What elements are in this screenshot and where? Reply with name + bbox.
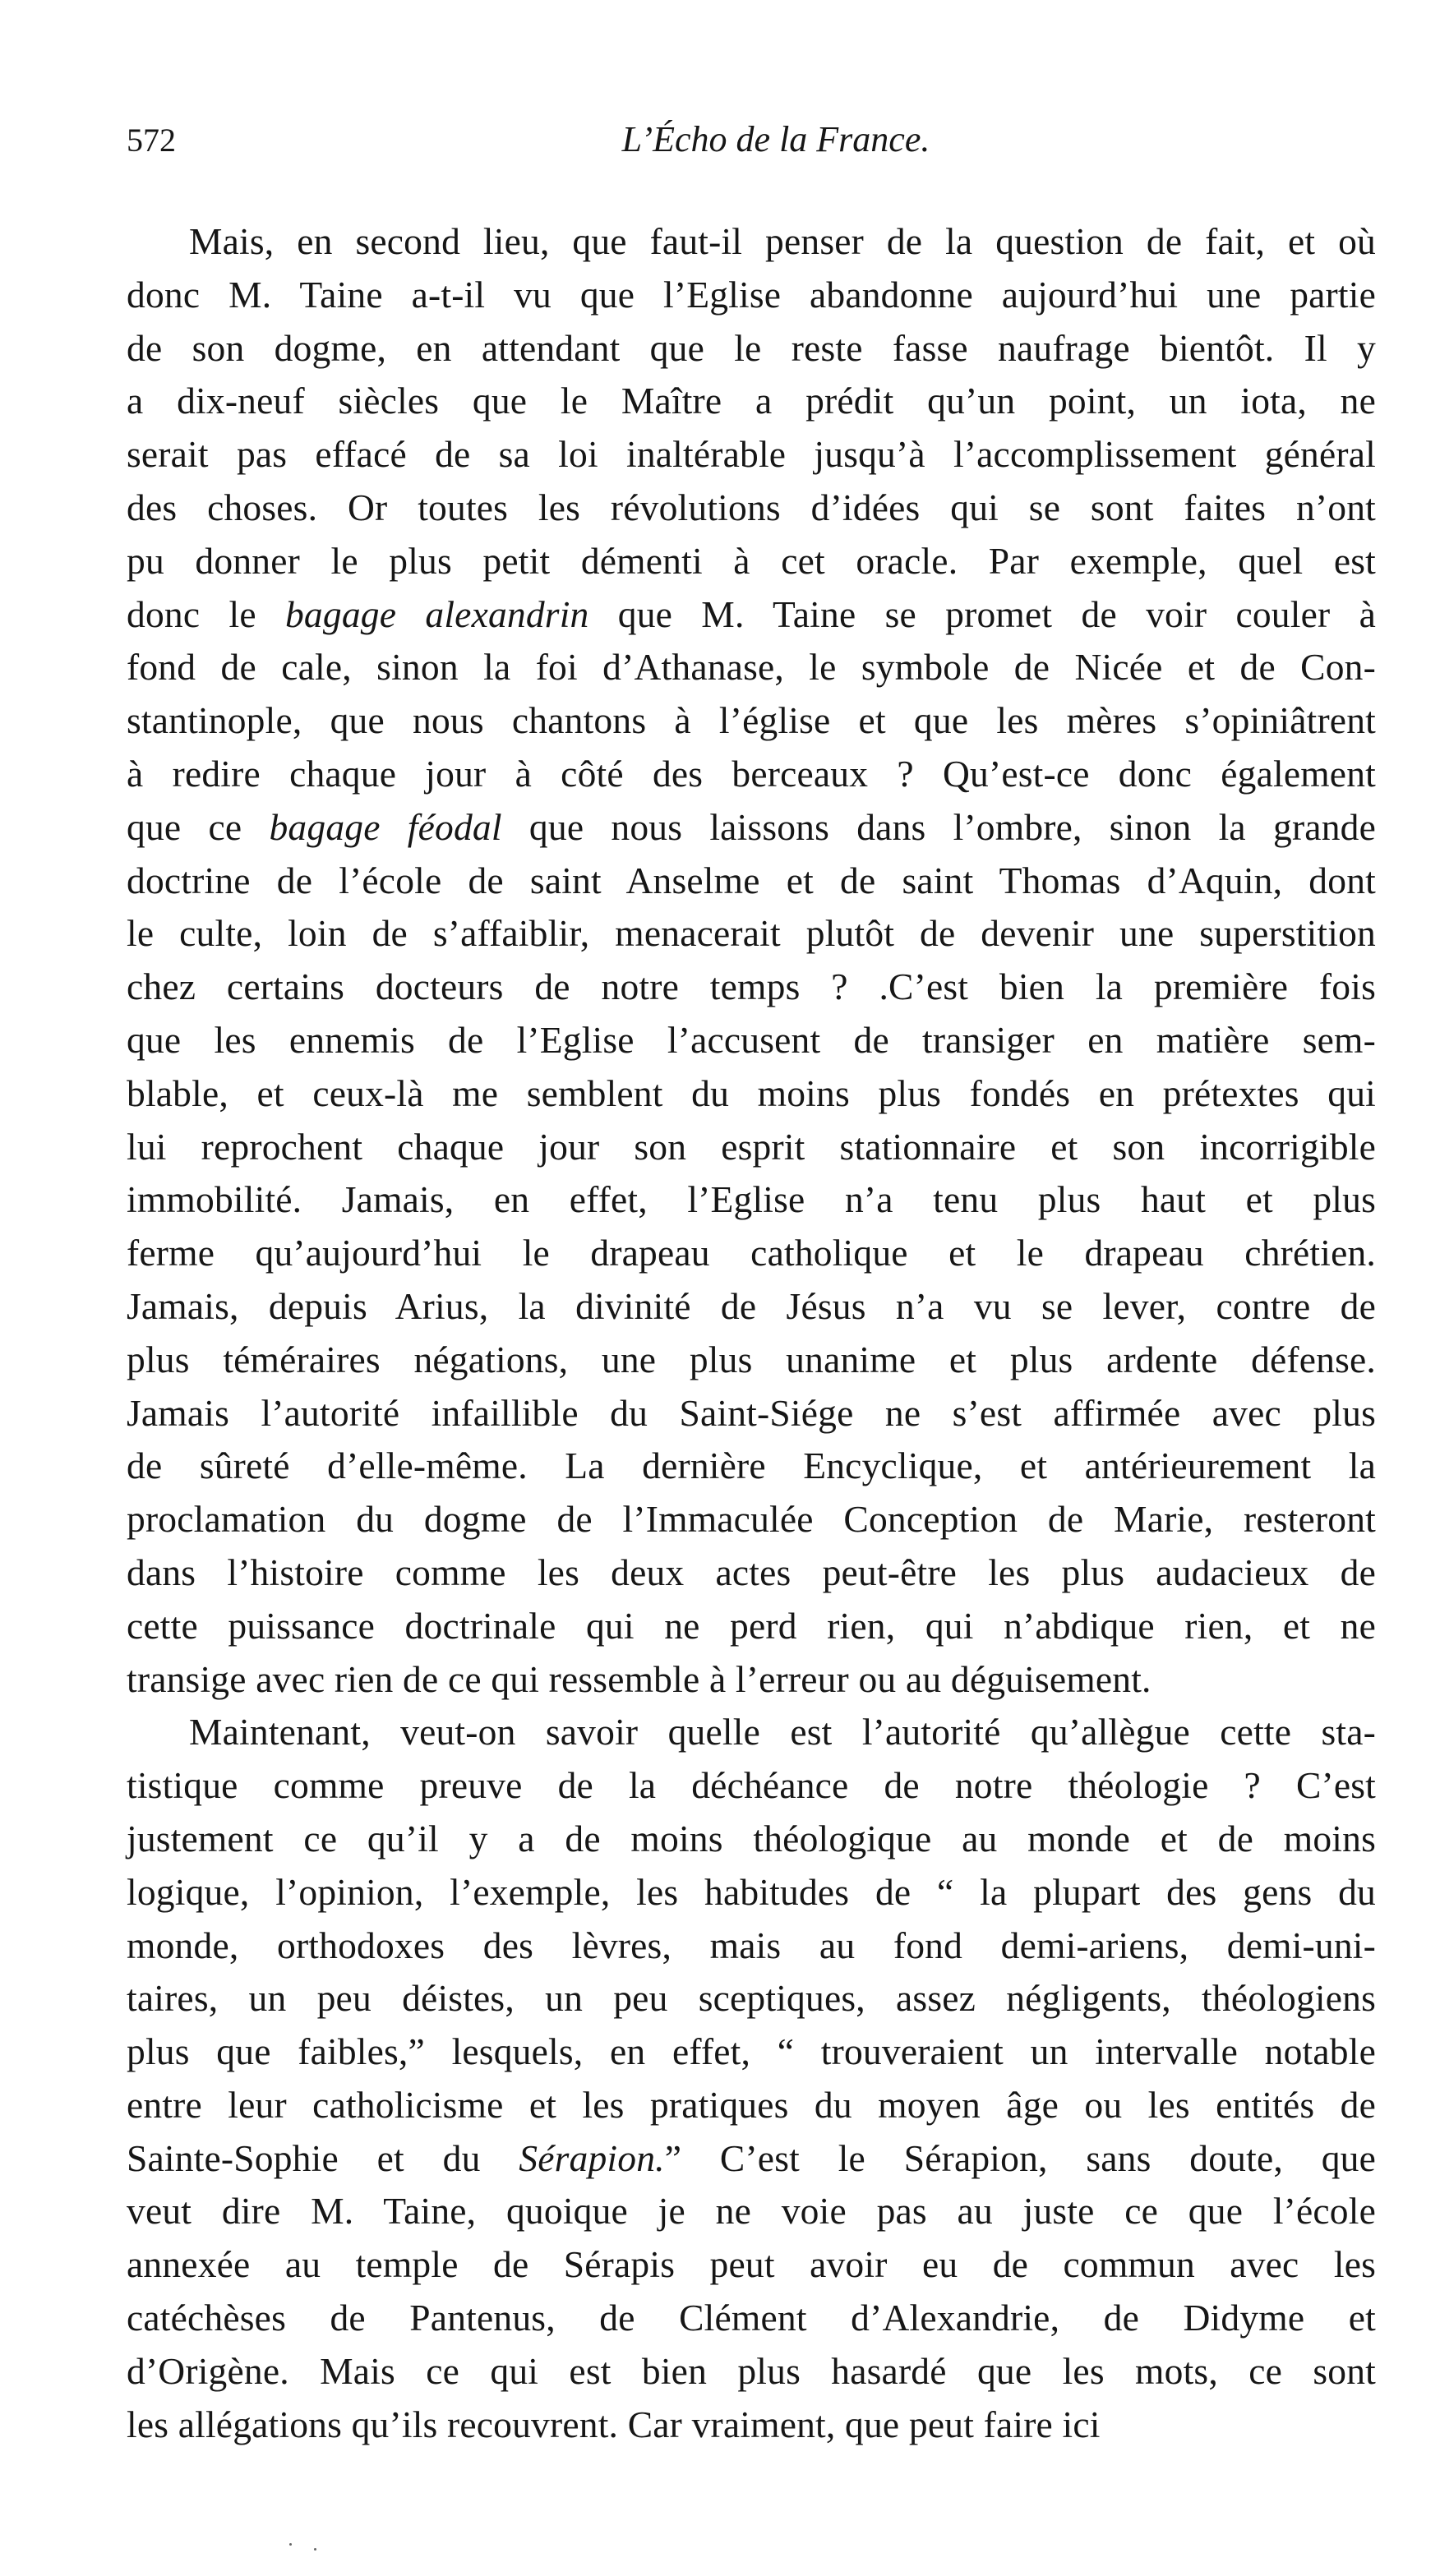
text-run: a dix-neuf siècles que le Maître a prédit qu’un point, un iota, ne xyxy=(127,380,1376,422)
text-line xyxy=(127,1919,1376,1973)
text-run: que les ennemis de l’Eglise l’accusent de transiger en matière sem- xyxy=(127,1018,1376,1061)
text-run: immobilité. Jamais, en effet, l’Eglise n’a tenu plus haut et plus xyxy=(127,1178,1376,1221)
text-run: des choses. Or toutes les révolutions d’idées qui se sont faites n’ont xyxy=(127,486,1376,528)
paragraph-first-line xyxy=(127,215,1376,269)
text-run: les allégations qu’ils recouvrent. Car vraiment, que peut faire ici xyxy=(127,2403,1101,2445)
text-line xyxy=(127,1227,1376,1280)
text-line xyxy=(127,1972,1376,2025)
text-line xyxy=(127,2292,1376,2345)
text-run: cette puissance doctrinale qui ne perd rien, qui n’abdique rien, et ne xyxy=(127,1604,1376,1647)
text-line xyxy=(127,2079,1376,2132)
text-run: logique, l’opinion, l’exemple, les habitudes de “ la plupart des gens du xyxy=(127,1870,1376,1913)
text-run: d’Origène. Mais ce qui est bien plus hasardé que les mots, ce sont xyxy=(127,2349,1376,2392)
print-speck xyxy=(289,2543,292,2546)
text-line xyxy=(127,1280,1376,1334)
text-run: Jamais l’autorité infaillible du Saint-Siége ne s’est affirmée avec plus xyxy=(127,1391,1376,1434)
text-run: que nous laissons dans l’ombre, sinon la grande xyxy=(501,805,1376,848)
text-line xyxy=(127,2399,1376,2452)
text-line xyxy=(127,1759,1376,1813)
text-run: de son dogme, en attendant que le reste fasse naufrage bientôt. Il y xyxy=(127,326,1376,369)
text-run: ” C’est le Sérapion, sans doute, que xyxy=(664,2136,1376,2179)
text-run: Sainte-Sophie et du xyxy=(127,2136,519,2179)
text-line xyxy=(127,961,1376,1014)
text-run: donc le xyxy=(127,592,285,635)
text-run: chez certains docteurs de notre temps ? .C’est bien la première fois xyxy=(127,965,1376,1008)
text-line xyxy=(127,1440,1376,1493)
text-run: dans l’histoire comme les deux actes peut-être les plus audacieux de xyxy=(127,1551,1376,1593)
text-run: blable, et ceux-là me semblent du moins plus fondés en prétextes qui xyxy=(127,1071,1376,1114)
text-line xyxy=(127,375,1376,428)
text-line xyxy=(127,269,1376,322)
text-line xyxy=(127,801,1376,855)
text-run: lui reprochent chaque jour son esprit stationnaire et son incorrigible xyxy=(127,1125,1376,1168)
text-run: monde, orthodoxes des lèvres, mais au fond demi-ariens, demi-uni- xyxy=(127,1924,1376,1966)
text-run: serait pas effacé de sa loi inaltérable jusqu’à l’accomplissement général xyxy=(127,433,1376,476)
text-line xyxy=(127,1866,1376,1919)
text-run: donc M. Taine a-t-il vu que l’Eglise abandonne aujourd’hui une partie xyxy=(127,273,1376,316)
text-run: que M. Taine se promet de voir couler à xyxy=(588,592,1376,635)
text-line xyxy=(127,907,1376,961)
page-header xyxy=(127,115,1376,173)
text-line xyxy=(127,535,1376,588)
text-line xyxy=(127,748,1376,801)
text-run: Mais, en second lieu, que faut-il penser de la question de fait, et où xyxy=(189,220,1376,262)
text-line xyxy=(127,1067,1376,1121)
text-run: catéchèses de Pantenus, de Clément d’Alexandrie, de Didyme et xyxy=(127,2297,1376,2339)
text-line xyxy=(127,641,1376,694)
text-run: Jamais, depuis Arius, la divinité de Jésus n’a vu se lever, contre de xyxy=(127,1284,1376,1327)
text-line xyxy=(127,588,1376,642)
book-page xyxy=(127,115,1376,2451)
text-line xyxy=(127,2345,1376,2399)
text-line xyxy=(127,1600,1376,1653)
text-run: taires, un peu déistes, un peu sceptiques, assez négligents, théologiens xyxy=(127,1977,1376,2020)
text-line xyxy=(127,1121,1376,1174)
text-line xyxy=(127,855,1376,908)
text-line xyxy=(127,1493,1376,1546)
italic-phrase: bagage alexandrin xyxy=(284,592,589,635)
italic-phrase: bagage féodal xyxy=(269,805,502,848)
text-run: Maintenant, veut-on savoir quelle est l’autorité qu’allègue cette sta- xyxy=(189,1711,1376,1753)
text-line xyxy=(127,482,1376,535)
text-run: plus téméraires négations, une plus unanime et plus ardente défense. xyxy=(127,1338,1376,1380)
text-line xyxy=(127,1546,1376,1600)
text-line xyxy=(127,694,1376,748)
text-line xyxy=(127,2238,1376,2292)
page-number: 572 xyxy=(127,122,176,159)
text-run: pu donner le plus petit démenti à cet oracle. Par exemple, quel est xyxy=(127,539,1376,582)
print-speck xyxy=(314,2548,316,2551)
text-line xyxy=(127,1653,1376,1707)
text-run: transige avec rien de ce qui ressemble à l’erreur ou au déguisement. xyxy=(127,1657,1152,1700)
italic-phrase: Sérapion. xyxy=(519,2136,665,2179)
text-run: le culte, loin de s’affaiblir, menacerait plutôt de devenir une superstition xyxy=(127,912,1376,955)
body-text xyxy=(127,215,1376,2451)
text-run: tistique comme preuve de la déchéance de notre théologie ? C’est xyxy=(127,1764,1376,1807)
text-run: de sûreté d’elle-même. La dernière Encyclique, et antérieurement la xyxy=(127,1445,1376,1487)
text-run: fond de cale, sinon la foi d’Athanase, le symbole de Nicée et de Con- xyxy=(127,646,1376,689)
text-line xyxy=(127,2185,1376,2238)
text-run: justement ce qu’il y a de moins théologique au monde et de moins xyxy=(127,1817,1376,1859)
text-line xyxy=(127,2132,1376,2186)
running-title: L’Écho de la France. xyxy=(621,119,930,159)
text-run: annexée au temple de Sérapis peut avoir eu de commun avec les xyxy=(127,2243,1376,2286)
text-run: doctrine de l’école de saint Anselme et de saint Thomas d’Aquin, dont xyxy=(127,859,1376,901)
text-run: ferme qu’aujourd’hui le drapeau catholique et le drapeau chrétien. xyxy=(127,1232,1376,1274)
text-line xyxy=(127,428,1376,482)
text-line xyxy=(127,1813,1376,1866)
paragraph-first-line xyxy=(127,1706,1376,1759)
text-line xyxy=(127,1334,1376,1387)
text-run: stantinople, que nous chantons à l’église et que les mères s’opiniâtrent xyxy=(127,699,1376,742)
text-line xyxy=(127,322,1376,376)
text-run: plus que faibles,” lesquels, en effet, “ trouveraient un intervalle notable xyxy=(127,2030,1376,2073)
text-run: veut dire M. Taine, quoique je ne voie pas au juste ce que l’école xyxy=(127,2190,1376,2233)
text-run: proclamation du dogme de l’Immaculée Conception de Marie, resteront xyxy=(127,1498,1376,1541)
text-run: entre leur catholicisme et les pratiques du moyen âge ou les entités de xyxy=(127,2083,1376,2126)
text-line xyxy=(127,1014,1376,1067)
text-line xyxy=(127,2025,1376,2079)
text-run: à redire chaque jour à côté des berceaux ? Qu’est-ce donc également xyxy=(127,752,1376,795)
text-line xyxy=(127,1387,1376,1440)
text-run: que ce xyxy=(127,805,270,848)
text-line xyxy=(127,1173,1376,1227)
